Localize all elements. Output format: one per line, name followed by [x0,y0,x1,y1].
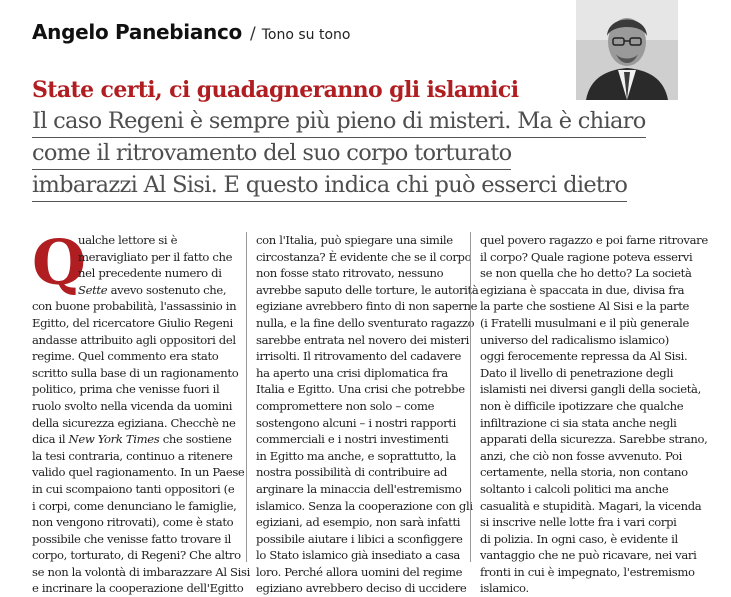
text-line: Sette avevo sostenuto che, [78,282,227,297]
column-2 [246,232,479,596]
text-line: la tesi contraria, continuo a ritenere [32,448,233,463]
text-line: se non la volontà di imbarazzare Al Sisi [32,564,250,579]
headline: State certi, ci guadagneranno gli islamici [32,77,519,103]
text-line: valido quel ragionamento. In un Paese [32,465,245,480]
text-line: soltanto i calcoli politici ma anche [480,481,669,496]
text-line: non fosse stato ritrovato, nessuno [256,266,444,281]
text-line: Italia e Egitto. Una crisi che potrebbe [256,382,465,397]
text-line: meravigliato per il fatto che [78,249,233,264]
text-line: oggi ferocemente repressa da Al Sisi. [480,349,688,364]
text-line: in Egitto ma anche, e soprattutto, la [256,448,457,463]
author-name: Angelo Panebianco [32,20,242,44]
text-line: islamico. [480,581,529,596]
text-line: con buone probabilità, l'assassinio in [32,299,237,314]
text-line: egiziane avrebbero finto di non saperne [256,299,478,314]
text-line: egiziana è spaccata in due, divisa fra [480,282,685,297]
text-line: islamisti nei diversi gangli della società, [480,382,701,397]
text-line: commerciali e i nostri investimenti [256,432,449,447]
text-line: islamico. Senza la cooperazione con gli [256,498,473,513]
text-line: avrebbe saputo delle torture, le autorità [256,282,479,297]
text-line: anzi, che ciò non fosse avvenuto. Poi [480,448,682,463]
text-line: sostengono alcuni – i nostri rapporti [256,415,456,430]
text-line: si inscrive nelle lotte fra i vari corpi [480,515,677,530]
text-line: ha aperto una crisi diplomatica fra [256,365,448,380]
column-name: Tono su tono [261,27,351,43]
text-line: andasse attribuito agli oppositori del [32,332,236,347]
text-line: possibile aiutare i libici a sconfiggere [256,531,463,546]
header-separator: / [249,24,256,44]
text-line: apparati della sicurezza. Sarebbe strano, [480,432,708,447]
text-line: vantaggio che ne può ricavare, nei vari [480,548,697,563]
text-line: circostanza? È evidente che se il corpo [256,249,472,264]
deck-line: Il caso Regeni è sempre più pieno di misteri. Ma è chiaro [32,106,646,138]
text-line: arginare la minaccia dell'estremismo [256,481,462,496]
text-line: sarebbe entrata nel novero dei misteri [256,332,469,347]
text-line: Egitto, del ricercatore Giulio Regeni [32,315,233,330]
drop-cap: Q [32,226,86,299]
text-line: Dato il livello di penetrazione degli [480,365,674,380]
text-line: in cui scompaiono tanti oppositori (e [32,481,235,496]
text-line: certamente, nella storia, non contano [480,465,688,480]
deck [32,106,722,202]
text-line: la parte che sostiene Al Sisi e la parte [480,299,690,314]
text-line: dica il New York Times che sostiene [32,432,232,447]
text-line: regime. Quel commento era stato [32,349,219,364]
italic-sette: Sette [78,282,108,297]
text-line: con l'Italia, può spiegare una simile [256,233,453,247]
column-1 [32,226,250,596]
text-line: e incrinare la cooperazione dell'Egitto [32,581,244,596]
text-line: se non quella che ho detto? La società [480,266,692,281]
article-header [32,20,572,60]
text-line: compromettere non solo – come [256,398,435,413]
text-line: ualche lettore si è [78,233,178,247]
text-line: infiltrazione ci sia stata anche negli [480,415,677,430]
text-line: lo Stato islamico già insediato a casa [256,548,460,563]
article-body [32,226,722,596]
deck-line: imbarazzi Al Sisi. E questo indica chi può esserci dietro [32,170,627,202]
text-line: scritto sulla base di un ragionamento [32,365,239,380]
text-line: non vengono ritrovati), come è stato [32,515,234,530]
text-line: quel povero ragazzo e poi farne ritrovare [480,233,708,247]
italic-nyt: New York Times [68,432,160,447]
text-line: nulla, e la fine dello sventurato ragazzo [256,315,475,330]
text-line: universo del radicalismo islamico) [480,332,669,347]
text-line: irrisolti. Il ritrovamento del cadavere [256,349,461,364]
text-line: loro. Perché allora uomini del regime [256,564,463,579]
text-line: egiziani, ad esempio, non sarà infatti [256,515,461,530]
text-line: egiziano avrebbero deciso di uccidere [256,581,467,596]
text-line: nel precedente numero di [78,266,222,281]
text-line: i corpi, come denunciano le famiglie, [32,498,237,513]
text-line: il corpo? Quale ragione poteva esservi [480,249,693,264]
text-line: di polizia. In ogni caso, è evidente il [480,531,678,546]
text-line: ruolo svolto nella vicenda da uomini [32,398,233,413]
text-line: (i Fratelli musulmani e il più generale [480,315,690,330]
text-line: casualità e stupidità. Magari, la vicenda [480,498,702,513]
text-line: non è difficile ipotizzare che qualche [480,398,684,413]
text-line: corpo, torturato, di Regeni? Che altro [32,548,241,563]
text-line: fronti in cui è impegnato, l'estremismo [480,564,695,579]
text-line: nostra possibilità di contribuire ad [256,465,448,480]
text-line: possibile che venisse fatto trovare il [32,531,231,546]
text-line: della sicurezza egiziana. Checchè ne [32,415,236,430]
column-3 [470,232,714,596]
text-line: politico, prima che venisse fuori il [32,382,220,397]
deck-line: come il ritrovamento del suo corpo torturato [32,138,511,170]
